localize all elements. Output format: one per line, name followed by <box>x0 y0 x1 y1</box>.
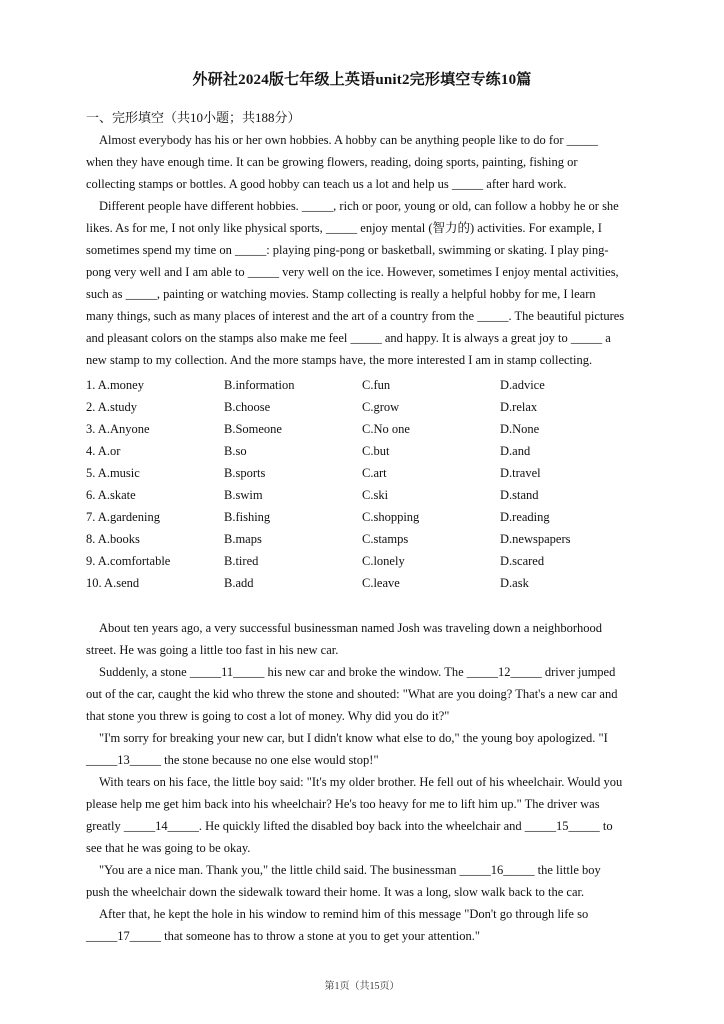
option: D.reading <box>500 510 550 524</box>
option: D.relax <box>500 400 538 414</box>
option: D.None <box>500 422 540 436</box>
option-row <box>86 484 638 506</box>
text-line: Almost everybody has his or her own hobbies. A hobby can be anything people like to do for _____ <box>99 133 598 147</box>
option-row <box>86 396 638 418</box>
option: 5. A.music <box>86 466 140 480</box>
text-line: see that he was going to be okay. <box>86 841 251 855</box>
text-line: likes. As for me, I not only like physical sports, _____ enjoy mental (智力的) activities. For example, I <box>86 221 602 235</box>
text-line: street. He was going a little too fast in his new car. <box>86 643 339 657</box>
text-line: many things, such as many places of interest and the art of a country from the _____. The beautiful pictures <box>86 309 625 323</box>
text-line: "I'm sorry for breaking your new car, but I didn't know what else to do," the young boy apologized. "I <box>99 731 608 745</box>
option: B.so <box>224 444 247 458</box>
option: 3. A.Anyone <box>86 422 150 436</box>
option: C.but <box>362 444 390 458</box>
page-footer: 第1页（共15页） <box>324 981 400 992</box>
answer-options <box>86 374 638 594</box>
option: C.stamps <box>362 532 409 546</box>
option: B.choose <box>224 400 271 414</box>
option: D.advice <box>500 378 545 392</box>
option-row <box>86 462 638 484</box>
text-line: and pleasant colors on the stamps also make me feel _____ and happy. It is always a great joy to _____ a <box>86 331 611 345</box>
text-line: About ten years ago, a very successful businessman named Josh was traveling down a neighborhood <box>99 621 603 635</box>
text-line: _____17_____ that someone has to throw a stone at you to get your attention." <box>86 929 480 943</box>
passage-1 <box>86 129 639 371</box>
option: B.fishing <box>224 510 271 524</box>
option: D.and <box>500 444 531 458</box>
option: B.maps <box>224 532 262 546</box>
option: B.tired <box>224 554 259 568</box>
option: B.sports <box>224 466 266 480</box>
text-line: when they have enough time. It can be growing flowers, reading, doing sports, painting, fishing or <box>86 155 578 169</box>
option-row <box>86 440 638 462</box>
option: C.shopping <box>362 510 420 524</box>
option-row <box>86 528 638 550</box>
option: B.add <box>224 576 254 590</box>
option: D.newspapers <box>500 532 571 546</box>
option: 4. A.or <box>86 444 121 458</box>
option: D.stand <box>500 488 539 502</box>
text-line: pong very well and I am able to _____ very well on the ice. However, sometimes I enjoy mental activities, <box>86 265 619 279</box>
option: 8. A.books <box>86 532 140 546</box>
option: 6. A.skate <box>86 488 136 502</box>
option-row <box>86 550 638 572</box>
option: C.art <box>362 466 387 480</box>
option: B.swim <box>224 488 263 502</box>
text-line: Different people have different hobbies. _____, rich or poor, young or old, can follow a hobby he or she <box>99 199 619 213</box>
option: 9. A.comfortable <box>86 554 171 568</box>
passage-2 <box>86 617 639 947</box>
text-line: With tears on his face, the little boy said: "It's my older brother. He fell out of his wheelchair. Would you <box>99 775 623 789</box>
option: 10. A.send <box>86 576 140 590</box>
option: B.information <box>224 378 295 392</box>
text-line: please help me get him back into his wheelchair? He's too heavy for me to lift him up." The driver was <box>86 797 600 811</box>
option: D.ask <box>500 576 529 590</box>
option: B.Someone <box>224 422 282 436</box>
text-line: push the wheelchair down the sidewalk toward their home. It was a long, slow walk back to the car. <box>86 885 585 899</box>
option-row <box>86 572 638 594</box>
text-line: out of the car, caught the kid who threw the stone and shouted: "What are you doing? That's a new car and <box>86 687 618 701</box>
text-line: _____13_____ the stone because no one else would stop!" <box>86 753 379 767</box>
text-line: that stone you threw is going to cost a lot of money. Why did you do it?" <box>86 709 450 723</box>
option: D.scared <box>500 554 545 568</box>
text-line: collecting stamps or bottles. A good hobby can teach us a lot and help us _____ after hard work. <box>86 177 567 191</box>
option: 2. A.study <box>86 400 138 414</box>
text-line: After that, he kept the hole in his window to remind him of this message "Don't go through life so <box>99 907 589 921</box>
text-line: sometimes spend my time on _____: playing ping-pong or basketball, swimming or skating. I play ping- <box>86 243 609 257</box>
text-line: new stamp to my collection. And the more stamps have, the more interested I am in stamp collecting. <box>86 353 593 367</box>
option: 1. A.money <box>86 378 144 392</box>
option-row <box>86 418 638 440</box>
text-line: greatly _____14_____. He quickly lifted the disabled boy back into the wheelchair and _____15_____ to <box>86 819 613 833</box>
option: 7. A.gardening <box>86 510 160 524</box>
option: C.grow <box>362 400 400 414</box>
option: C.leave <box>362 576 400 590</box>
option: C.No one <box>362 422 410 436</box>
option-row <box>86 506 638 528</box>
text-line: Suddenly, a stone _____11_____ his new car and broke the window. The _____12_____ driver jumped <box>99 665 616 679</box>
option: C.ski <box>362 488 389 502</box>
section-heading: 一、完形填空（共10小题；共188分） <box>86 110 301 125</box>
option: C.lonely <box>362 554 405 568</box>
option: D.travel <box>500 466 541 480</box>
option-row <box>86 374 638 396</box>
option: C.fun <box>362 378 391 392</box>
document-title: 外研社2024版七年级上英语unit2完形填空专练10篇 <box>192 72 532 88</box>
text-line: "You are a nice man. Thank you," the little child said. The businessman _____16_____ the little boy <box>99 863 601 877</box>
text-line: such as _____, painting or watching movies. Stamp collecting is really a helpful hobby for me, I learn <box>86 287 596 301</box>
